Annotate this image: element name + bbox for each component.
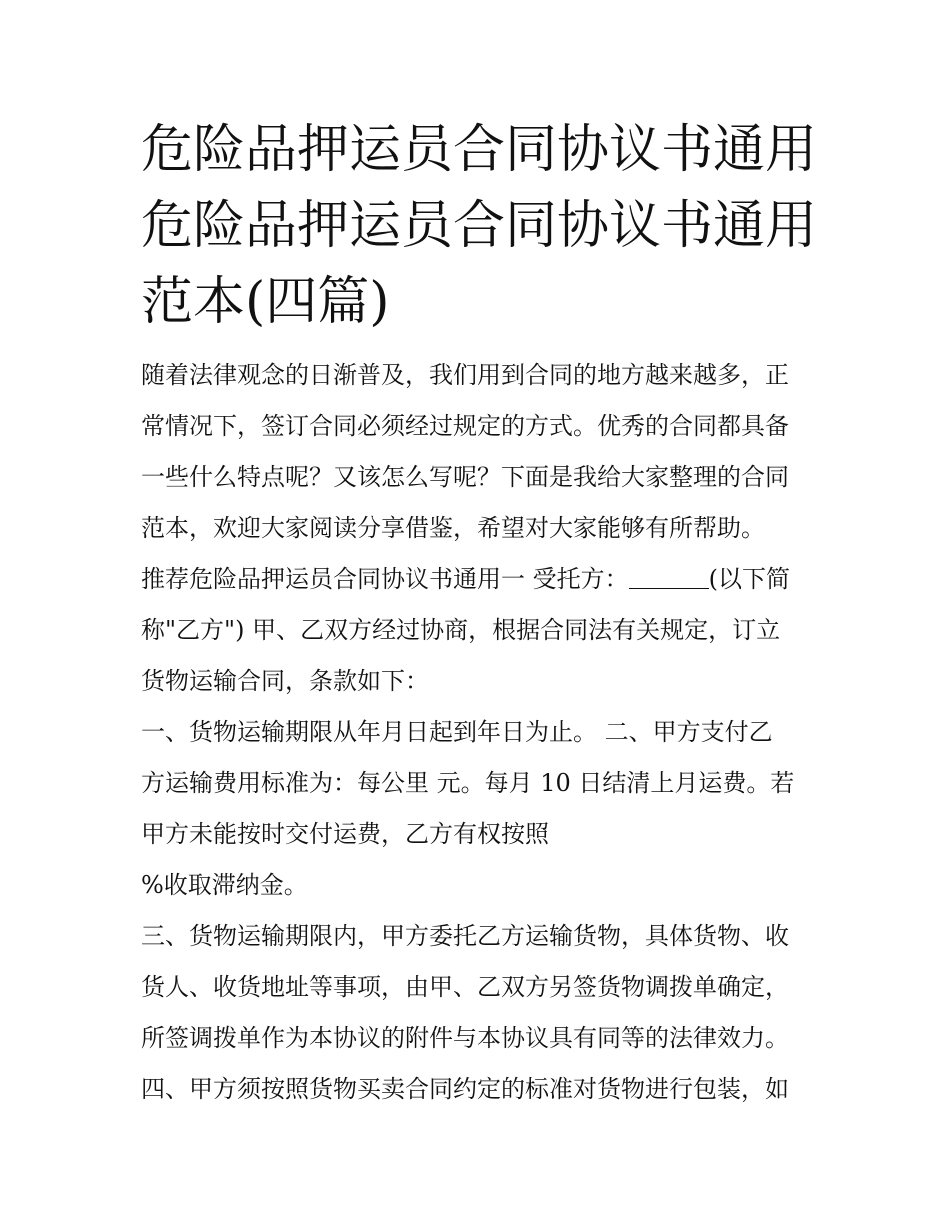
clause-line-6: 货人、收货地址等事项，由甲、乙双方另签货物调拨单确定， xyxy=(141,973,789,1001)
recommend-line-2: 称"乙方") 甲、乙双方经过协商，根据合同法有关规定，订立 xyxy=(141,616,781,644)
clause-line-3: 甲方未能按时交付运费，乙方有权按照 xyxy=(141,820,549,848)
recommend-suffix: (以下简 xyxy=(708,565,791,593)
clause-line-8: 四、甲方须按照货物买卖合同约定的标准对货物进行包装，如 xyxy=(141,1075,789,1103)
blank-underline xyxy=(629,568,709,589)
clause-line-1: 一、货物运输期限从年月日起到年日为止。 二、甲方支付乙 xyxy=(141,718,773,746)
recommend-paragraph xyxy=(141,554,813,707)
clause-line-4: %收取滞纳金。 xyxy=(141,871,308,899)
clauses xyxy=(141,707,813,1115)
recommend-prefix: 推荐危险品押运员合同协议书通用一 受托方： xyxy=(141,565,629,593)
intro-line-4: 范本，欢迎大家阅读分享借鉴，希望对大家能够有所帮助。 xyxy=(141,514,765,542)
clause-line-7: 所签调拨单作为本协议的附件与本协议具有同等的法律效力。 xyxy=(141,1024,789,1052)
title-line-3: 范本(四篇) xyxy=(141,272,390,332)
clause-line-5: 三、货物运输期限内，甲方委托乙方运输货物，具体货物、收 xyxy=(141,922,789,950)
document-title xyxy=(141,112,818,340)
title-line-2: 危险品押运员合同协议书通用 xyxy=(141,196,818,256)
recommend-line-3: 货物运输合同，条款如下： xyxy=(141,667,429,695)
intro-line-3: 一些什么特点呢？又该怎么写呢？下面是我给大家整理的合同 xyxy=(141,463,789,491)
clause-line-2: 方运输费用标准为：每公里 元。每月 10 日结清上月运费。若 xyxy=(141,769,795,797)
document-page xyxy=(141,112,818,1115)
intro-line-2: 常情况下，签订合同必须经过规定的方式。优秀的合同都具备 xyxy=(141,412,789,440)
recommend-line-1 xyxy=(141,554,813,605)
title-line-1: 危险品押运员合同协议书通用 xyxy=(141,120,818,180)
intro-line-1: 随着法律观念的日渐普及，我们用到合同的地方越来越多，正 xyxy=(141,361,789,389)
intro-paragraph xyxy=(141,350,813,554)
